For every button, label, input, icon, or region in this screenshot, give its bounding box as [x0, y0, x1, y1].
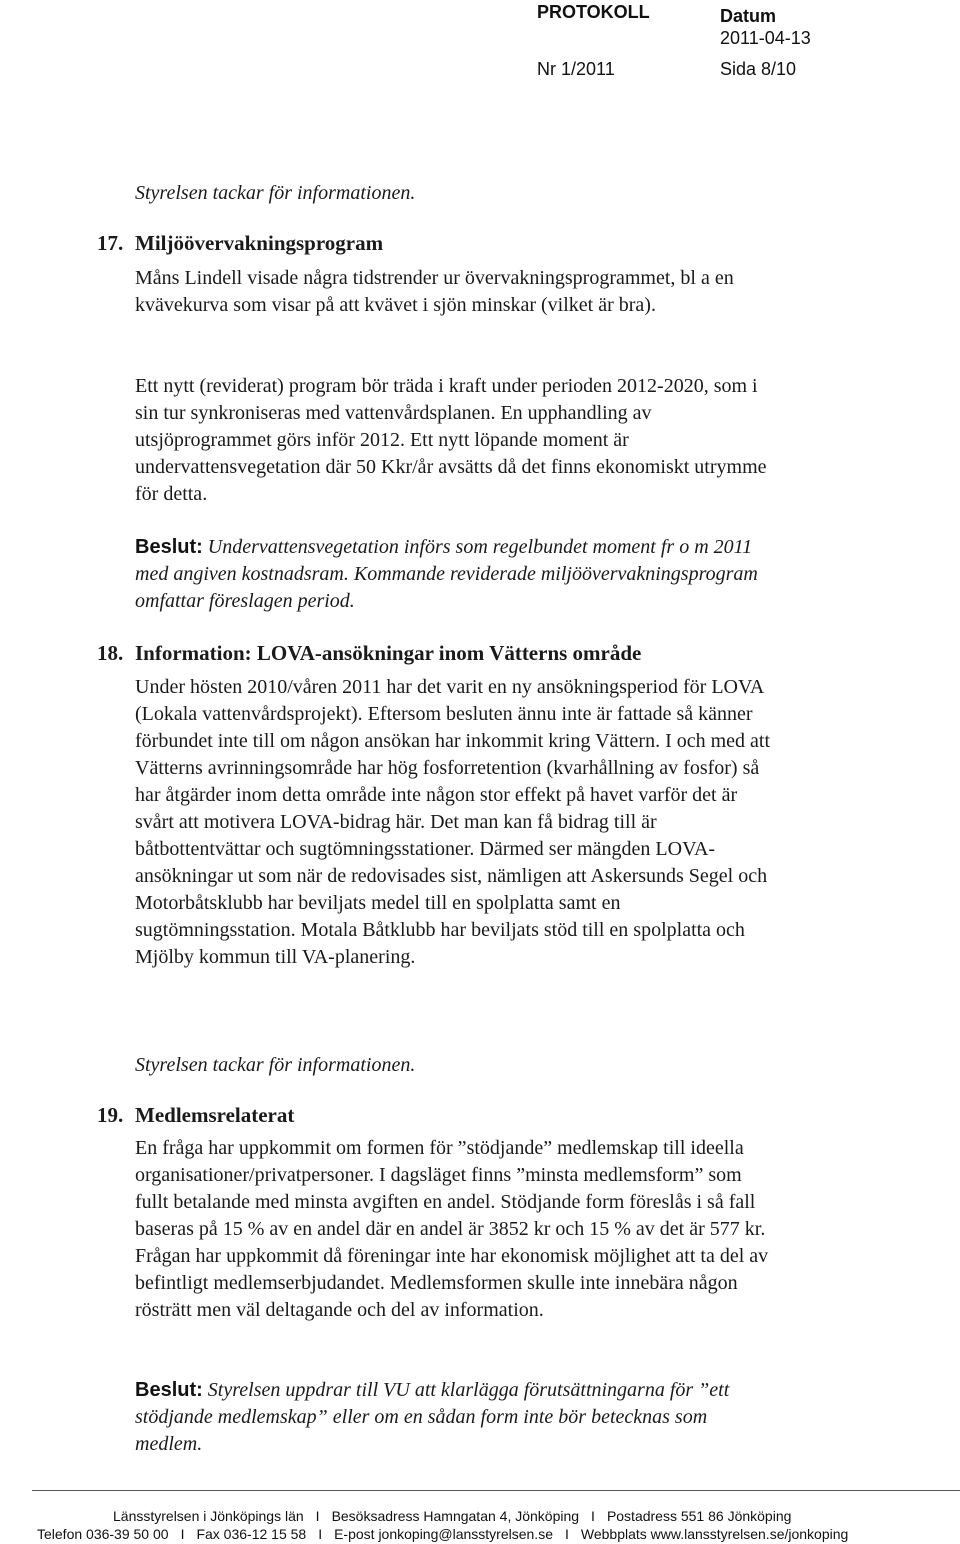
footer-line-1	[113, 1508, 791, 1524]
section-18-thanks: Styrelsen tackar för informationen.	[135, 1054, 416, 1076]
date-value: 2011-04-13	[720, 28, 811, 48]
section-18-title: Information: LOVA-ansökningar inom Vätterns område	[135, 641, 642, 665]
section-18-para1: Under hösten 2010/våren 2011 har det varit en ny ansökningsperiod för LOVA (Lokala vattenvårdsprojekt). Eftersom besluten ännu inte är fattade så känner förbundet inte till om någon ansökan har inkommit kring Vättern. I och med att Vätterns avrinningsområde har hög fosforretention (kvarhållning av fosfor) så har åtgärder inom detta område inte någon stor effekt på havet varför det är svårt att motivera LOVA-bidrag här. Det man kan få bidrag till är båtbottentvättar och sugtömningsstationer. Därmed ser mängden LOVA-ansökningar ut som när de redovisades sist, nämligen att Askersunds Segel och Motorbåtsklubb har beviljats medel till en spolplatta samt en sugtömningsstation. Motala Båtklubb har beviljats stöd till en spolplatta och Mjölby kommun till VA-planering.	[135, 676, 771, 968]
footer-separator: I	[564, 1526, 569, 1542]
footer-separator: I	[591, 1508, 595, 1524]
protocol-number: Nr 1/2011	[537, 59, 615, 79]
section-19-number: 19.	[97, 1103, 124, 1127]
section-17-decision	[135, 534, 775, 615]
decision-label: Beslut:	[135, 536, 203, 558]
section-19-title: Medlemsrelaterat	[135, 1103, 295, 1127]
footer-visit: Besöksadress Hamngatan 4, Jönköping	[331, 1508, 580, 1524]
section-17-para1: Måns Lindell visade några tidstrender ur övervakningsprogrammet, bl a en kvävekurva som visar på att kvävet i sjön minskar (vilket är bra).	[135, 267, 734, 316]
footer-separator: I	[318, 1526, 323, 1542]
doc-type: PROTOKOLL	[537, 2, 650, 22]
section-17-number: 17.	[97, 231, 124, 255]
section-19-decision	[135, 1377, 775, 1458]
section-19-para1: En fråga har uppkommit om formen för ”stödjande” medlemskap till ideella organisationer/privatpersoner. I dagsläget finns ”minsta medlemsform” som fullt betalande med minsta avgiften en andel. Stödjande form föreslås i så fall baseras på 15 % av en andel där en andel är 3852 kr och 15 % av det är 577 kr. Frågan har uppkommit då föreningar inte har ekonomisk möjlighet att ta del av befintligt medlemserbjudandet. Medlemsformen skulle inte innebära någon rösträtt men väl deltagande och del av information.	[135, 1137, 769, 1321]
page-number: Sida 8/10	[720, 59, 797, 79]
thanks-top: Styrelsen tackar för informationen.	[135, 182, 416, 204]
decision-text: Undervattensvegetation införs som regelbundet moment fr o m 2011 med angiven kostnadsram. Kommande reviderade miljöövervakningsprogram omfattar föreslagen period.	[135, 536, 758, 612]
footer-email: E-post jonkoping@lansstyrelsen.se	[334, 1526, 553, 1542]
decision-label: Beslut:	[135, 1379, 203, 1401]
footer-divider	[32, 1490, 960, 1491]
footer-org: Länsstyrelsen i Jönköpings län	[113, 1508, 304, 1524]
footer-fax: Fax 036-12 15 58	[196, 1526, 307, 1542]
footer-separator: I	[180, 1526, 185, 1542]
decision-text: Styrelsen uppdrar till VU att klarlägga förutsättningarna för ”ett stödjande medlemskap” eller om en sådan form inte bör betecknas som medlem.	[135, 1379, 730, 1455]
footer-line-2	[37, 1526, 848, 1542]
section-18-number: 18.	[97, 641, 124, 665]
footer-phone: Telefon 036-39 50 00	[37, 1526, 169, 1542]
section-17-para2: Ett nytt (reviderat) program bör träda i kraft under perioden 2012-2020, som i sin tur synkroniseras med vattenvårdsplanen. En upphandling av utsjöprogrammet görs inför 2012. Ett nytt löpande moment är undervattensvegetation där 50 Kkr/år avsätts då det finns ekonomiskt utrymme för detta.	[135, 375, 767, 505]
footer-web: Webbplats www.lansstyrelsen.se/jonkoping	[580, 1526, 849, 1542]
date-label: Datum	[720, 6, 777, 26]
footer-separator: I	[315, 1508, 320, 1524]
footer-post: Postadress 551 86 Jönköping	[606, 1508, 792, 1524]
section-17-title: Miljöövervakningsprogram	[135, 231, 384, 255]
